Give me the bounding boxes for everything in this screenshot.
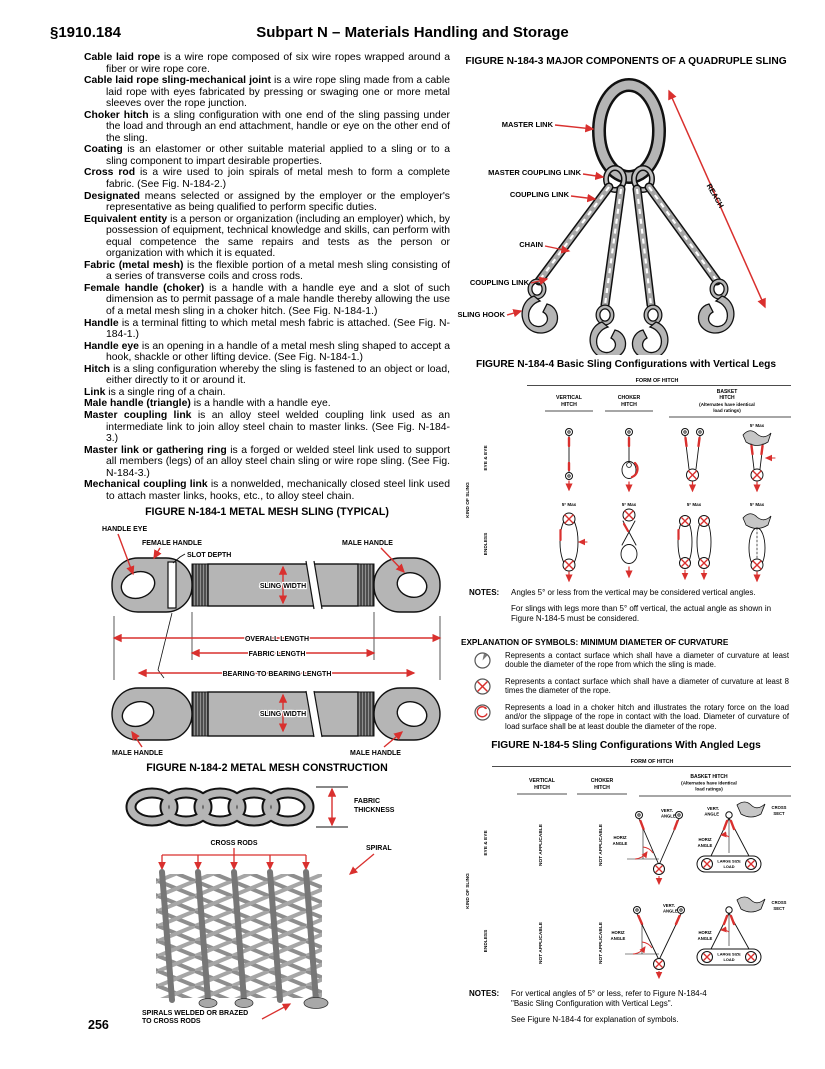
sling-hooks	[522, 281, 734, 355]
master-link-label: MASTER LINK	[501, 120, 553, 129]
vertical-hitch-header: HITCH	[561, 402, 577, 408]
spirals-welded-label-2: TO CROSS RODS	[142, 1018, 201, 1025]
reach-label: REACH	[704, 181, 726, 210]
definition-item: Hitch is a sling configuration whereby the sling is fastened to an object or load, either directly to it or around it.	[84, 363, 450, 387]
male-handle-bottom-left-label: MALE HANDLE	[112, 750, 163, 758]
kind-of-sling-label: KIND OF SLING	[466, 482, 471, 518]
figure-n-184-3-title: FIGURE N-184-3 MAJOR COMPONENTS OF A QUADRUPLE SLING	[465, 56, 787, 67]
fabric-thickness-label-1: FABRIC	[354, 798, 381, 806]
fig4-row-eye-and-eye	[566, 423, 776, 491]
figure-n-184-1-title: FIGURE N-184-1 METAL MESH SLING (TYPICAL)	[145, 506, 389, 519]
large-size-load-label: LARGE SIZE	[717, 858, 741, 864]
coupling-link-upper-label: COUPLING LINK	[509, 190, 569, 199]
endless-label: ENDLESS	[484, 532, 489, 556]
large-size-load-label: LARGE SIZE	[717, 951, 741, 957]
definition-item: Handle is a terminal fitting to which metal mesh fabric is attached. (See Fig. N-184-1.)	[84, 317, 450, 341]
fig5-notes	[457, 989, 795, 1031]
female-handle-label: FEMALE HANDLE	[142, 540, 202, 548]
figure-n-184-2-title: FIGURE N-184-2 METAL MESH CONSTRUCTION	[146, 762, 388, 775]
vertical-hitch-header: VERTICAL	[529, 778, 555, 785]
fabric-length-label: FABRIC LENGTH	[248, 651, 306, 659]
not-applicable-label: NOT APPLICABLE	[599, 922, 604, 965]
vertical-hitch-header: HITCH	[534, 785, 550, 792]
vert-angle-label: ANGLE	[704, 811, 719, 817]
left-column	[84, 52, 450, 1024]
fig5-note-1a: For vertical angles of 5° or less, refer to Figure N-184-4	[511, 989, 707, 999]
fig4-row-endless	[560, 502, 771, 581]
sling-width-bottom-label: SLING WIDTH	[259, 711, 307, 719]
spirals-welded-label-1: SPIRALS WELDED OR BRAZED	[142, 1010, 249, 1018]
eye-and-eye-label: EYE & EYE	[484, 445, 489, 471]
male-handle-bottom-right-label: MALE HANDLE	[350, 750, 401, 758]
horiz-angle-label: HORIZ	[611, 930, 625, 936]
horiz-angle-label: ANGLE	[697, 843, 713, 849]
spiral-label: SPIRAL	[366, 845, 392, 853]
basket-hitch-header: (Alternates have identical	[681, 780, 737, 786]
symbols-title: EXPLANATION OF SYMBOLS: MINIMUM DIAMETER OF CURVATURE	[461, 638, 729, 647]
figure-n-184-3-diagram	[457, 69, 795, 355]
male-handle-top-label: MALE HANDLE	[342, 540, 393, 548]
basket-hitch-header: load ratings)	[695, 786, 723, 792]
vert-angle-label: ANGLE	[663, 908, 678, 914]
cross-sect-label: SECT	[773, 811, 785, 817]
master-coupling-link-label: MASTER COUPLING LINK	[488, 168, 581, 177]
fig5-row-eye-and-eye	[538, 802, 787, 884]
fig4-row-labels	[465, 445, 489, 556]
right-column	[457, 56, 795, 1031]
symbol-1-text: Represents a contact surface which shall have a diameter of curvature at least double the diameter of the rope from which the sling is made.	[505, 651, 789, 670]
definition-item: Fabric (metal mesh) is the flexible portion of a metal mesh sling consisting of a series of transverse coils and cross rods.	[84, 259, 450, 283]
form-of-hitch-label: FORM OF HITCH	[635, 378, 679, 384]
not-applicable-label: NOT APPLICABLE	[539, 922, 544, 965]
fig5-note-2: See Figure N-184-4 for explanation of symbols.	[511, 1015, 679, 1025]
basket-hitch-header: BASKET	[716, 389, 738, 395]
fig5-note-1b: "Basic Sling Configuration with Vertical Legs".	[511, 999, 673, 1009]
cross-sect-label: CROSS	[771, 805, 787, 811]
master-link-ring	[599, 85, 659, 177]
definition-item: Link is a single ring of a chain.	[84, 386, 226, 398]
large-size-load-label: LOAD	[723, 957, 735, 963]
horiz-angle-label: HORIZ	[698, 930, 712, 936]
figure-n-184-5-diagram	[457, 753, 795, 979]
mesh-chain-links	[131, 787, 395, 827]
fig4-note-2: For slings with legs more than 5° off vertical, the actual angle as shown in Figure N-184-5 must be considered.	[511, 604, 772, 623]
five-deg-max-label: 5° Max	[749, 502, 765, 507]
not-applicable-label: NOT APPLICABLE	[539, 824, 544, 867]
contact-surface-2x-icon	[473, 651, 492, 670]
notes-label: NOTES:	[469, 588, 500, 597]
definition-item: Designated means selected or assigned by the employer or the employer's representative as being qualified to perform specific duties.	[84, 190, 450, 214]
definition-item: Cross rod is a wire used to join spirals of metal mesh to form a complete fabric. (See Fig. N-184-2.)	[84, 167, 450, 191]
figure-n-184-2-diagram	[84, 776, 450, 1024]
large-size-load-label: LOAD	[723, 864, 735, 870]
page-number: 256	[88, 1018, 109, 1032]
chain-legs	[539, 187, 717, 305]
vert-angle-label: ANGLE	[661, 813, 676, 819]
symbol-row	[473, 703, 795, 731]
horiz-angle-label: ANGLE	[697, 936, 713, 942]
basket-hitch-header: (Alternates have identical	[699, 402, 755, 407]
definition-item: Mechanical coupling link is a nonwelded, mechanically closed steel link used to attach master links, hooks, etc., to alloy steel chain.	[84, 479, 450, 502]
symbol-row	[473, 651, 795, 670]
definition-item: Choker hitch is a sling configuration with one end of the sling passing under the load and through an end attachment, handle or eye on the other end of the sling.	[84, 109, 450, 144]
eye-and-eye-label: EYE & EYE	[484, 830, 489, 856]
endless-label: ENDLESS	[484, 929, 489, 953]
definition-item: Cable laid rope sling-mechanical joint is a wire rope sling made from a cable laid rope with eyes fabricated by pressing or swaging one or more metal sleeves over the rope junction.	[84, 75, 450, 110]
sling-width-top-label: SLING WIDTH	[259, 583, 307, 591]
metal-mesh-sling-bottom	[112, 688, 440, 740]
horiz-angle-label: ANGLE	[612, 841, 628, 847]
fig5-row-labels	[465, 830, 489, 953]
definition-item: Handle eye is an opening in a handle of a metal mesh sling shaped to accept a hook, shackle or other lifting device. (See Fig. N-184-1.)	[84, 340, 450, 364]
bearing-to-bearing-label: BEARING TO BEARING LENGTH	[222, 671, 332, 679]
fig5-table-headers	[492, 759, 791, 796]
fig4-note-1: Angles 5° or less from the vertical may be considered vertical angles.	[511, 588, 756, 597]
definition-item: Master link or gathering ring is a forged or welded steel link used to support all members (legs) of an alloy steel chain sling or wire rope sling. (See Fig. N-184-3.)	[84, 444, 450, 479]
symbol-3-text: Represents a load in a choker hitch and illustrates the rotary force on the load and/or the slippage of the rope in contact with the load. Diameter of curvature of load surface shall be at least double the diameter of the rope.	[505, 703, 789, 731]
fig1-dimensions	[114, 612, 440, 680]
mesh-weave	[142, 840, 392, 1024]
sling-hook-label: SLING HOOK	[457, 310, 505, 319]
five-deg-max-label: 5° Max	[561, 502, 577, 507]
cross-rods-label: CROSS RODS	[210, 840, 258, 848]
vertical-hitch-header: VERTICAL	[556, 395, 582, 401]
definitions-list	[84, 52, 450, 502]
five-deg-max-label: 5° Max	[686, 502, 702, 507]
kind-of-sling-label: KIND OF SLING	[466, 873, 471, 910]
handle-eye-label: HANDLE EYE	[102, 526, 148, 534]
choker-hitch-header: CHOKER	[590, 778, 614, 785]
form-of-hitch-label: FORM OF HITCH	[630, 759, 674, 766]
definition-item: Cable laid rope is a wire rope composed of six wire ropes wrapped around a fiber or wire rope core.	[84, 52, 450, 75]
page-title: Subpart N – Materials Handling and Storage	[256, 24, 569, 41]
choker-hitch-header: CHOKER	[617, 395, 641, 401]
vert-angle-label: VERT.	[661, 808, 673, 814]
choker-rotary-force-icon	[473, 703, 492, 722]
figure-n-184-4-title: FIGURE N-184-4 Basic Sling Configurations with Vertical Legs	[475, 359, 777, 370]
symbol-2-text: Represents a contact surface which shall have a diameter of curvature at least 8 times the diameter of the rope.	[505, 677, 789, 696]
five-deg-max-label: 5° Max	[749, 423, 765, 428]
horiz-angle-label: HORIZ	[613, 835, 627, 841]
horiz-angle-label: HORIZ	[698, 837, 712, 843]
notes-label: NOTES:	[469, 989, 500, 999]
cross-sect-label: CROSS	[771, 900, 787, 906]
overall-length-label: OVERALL LENGTH	[244, 636, 310, 644]
definition-item: Coating is an elastomer or other suitable material applied to a sling or to a sling component to impart desirable properties.	[84, 144, 450, 167]
basket-hitch-header: BASKET HITCH	[690, 774, 728, 781]
fig4-notes	[457, 588, 795, 630]
horiz-angle-label: ANGLE	[610, 936, 626, 942]
coupling-link-lower-label: COUPLING LINK	[469, 278, 529, 287]
definition-item: Master coupling link is an alloy steel welded coupling link used as an intermediate link to join alloy steel chain to master links. (See Fig. N-184-3.)	[84, 409, 450, 445]
not-applicable-label: NOT APPLICABLE	[599, 824, 604, 867]
symbol-row	[473, 677, 795, 696]
choker-hitch-header: HITCH	[621, 402, 637, 408]
basket-hitch-header: load ratings)	[713, 408, 741, 413]
section-number: §1910.184	[50, 24, 121, 41]
definition-item: Equivalent entity is a person or organization (including an employer) which, by possession of equipment, technical knowledge and skills, can perform with equal competence the same repairs and tests as the person or organization with which it is equated.	[84, 213, 450, 260]
basket-hitch-header: HITCH	[719, 395, 735, 401]
metal-mesh-sling-top	[112, 558, 440, 612]
page-header	[0, 24, 825, 46]
vert-angle-label: VERT.	[707, 806, 719, 812]
definition-item: Male handle (triangle) is a handle with a handle eye.	[84, 398, 331, 410]
chain-label: CHAIN	[519, 240, 543, 249]
choker-hitch-header: HITCH	[594, 785, 610, 792]
five-deg-max-label: 5° Max	[621, 502, 637, 507]
figure-n-184-1-diagram	[84, 520, 450, 758]
vert-angle-label: VERT.	[663, 903, 675, 909]
figure-n-184-5-title: FIGURE N-184-5 Sling Configurations With Angled Legs	[491, 740, 761, 752]
fabric-thickness-label-2: THICKNESS	[354, 807, 395, 815]
fig5-row-endless	[538, 897, 787, 978]
figure-n-184-4-diagram	[457, 372, 795, 584]
cross-sect-label: SECT	[773, 906, 785, 912]
contact-surface-8x-icon	[473, 677, 492, 696]
fig4-table-headers	[527, 378, 791, 417]
slot-depth-label: SLOT DEPTH	[187, 552, 232, 560]
definition-item: Female handle (choker) is a handle with a handle eye and a slot of such dimension as to permit passage of a male handle thereby allowing the use of a metal mesh sling in a choker hitch. (See Fig. N-184-1.)	[84, 282, 450, 318]
